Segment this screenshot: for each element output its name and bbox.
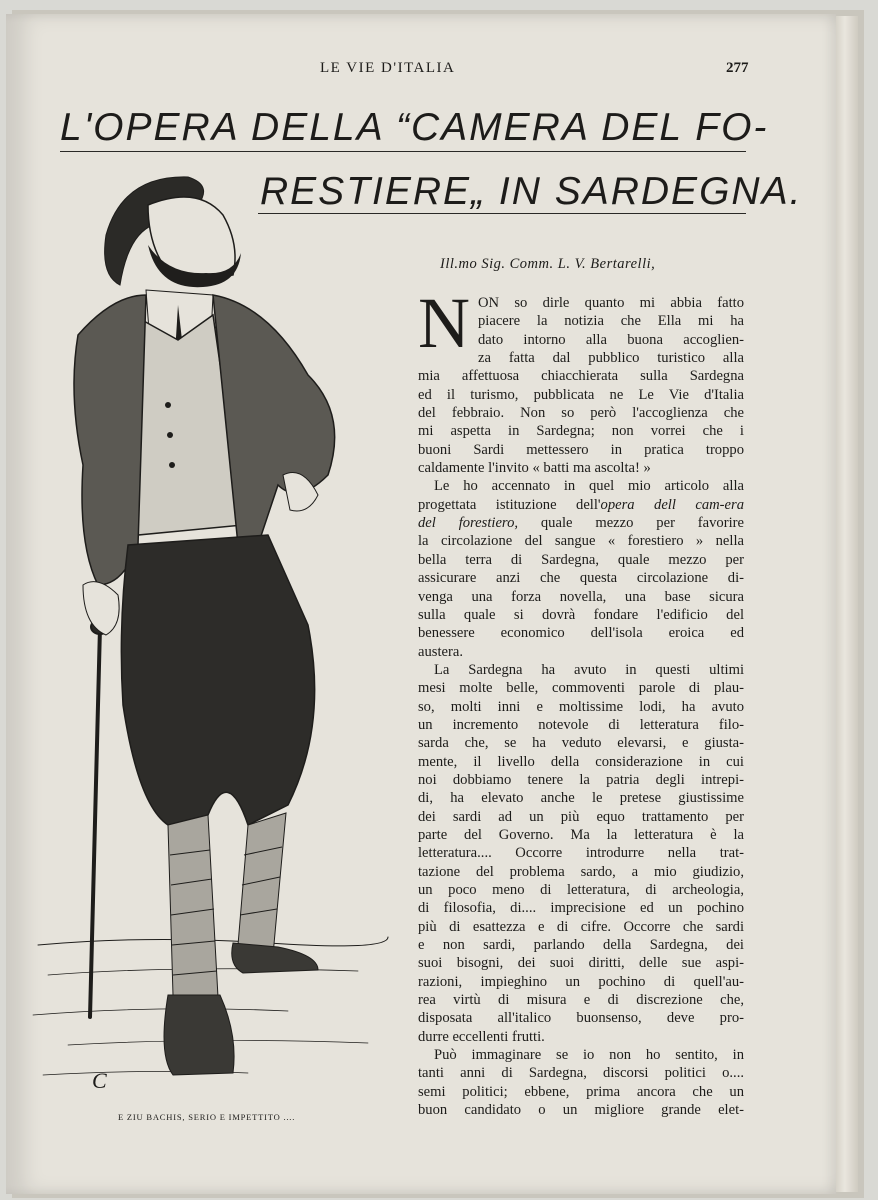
text-line: bella terra di Sardegna, quale mezzo per bbox=[418, 551, 744, 568]
text-line bbox=[418, 496, 744, 514]
text-line: un poco meno di letteratura, di archeologia, bbox=[418, 882, 744, 898]
text-line: za fatta dal pubblico turistico alla bbox=[478, 350, 744, 367]
article-title-line-2: RESTIERE„ IN SARDEGNA. bbox=[260, 170, 803, 213]
text-line: più di esattezza e di cifre. Occorre che sardi bbox=[418, 918, 744, 935]
text-line: di filosofia, di.... imprecisione ed un pochino bbox=[418, 900, 744, 917]
text-line: piacere la notizia che Ella mi ha bbox=[478, 313, 744, 330]
article-title-line-1: L'OPERA DELLA “CAMERA DEL FO- bbox=[60, 106, 769, 149]
text-line: sulla quale si dovrà fondare l'edificio del bbox=[418, 606, 744, 623]
text-line: mesi molte belle, commoventi parole di plau- bbox=[418, 680, 744, 697]
text-line: dei sardi ad un più equo trattamento per bbox=[418, 808, 744, 825]
text-fragment: quale mezzo per favorire bbox=[518, 515, 744, 532]
text-line: buon candidato o un migliore grande elet- bbox=[418, 1102, 744, 1119]
text-line: venga una forza novella, una base sicura bbox=[418, 588, 744, 605]
page-number: 277 bbox=[726, 60, 749, 76]
text-line: La Sardegna ha avuto in questi ultimi bbox=[434, 661, 744, 678]
text-line: la circolazione del sangue « forestiero » nella bbox=[418, 533, 744, 550]
text-line: parte del Governo. Ma la letteratura è la bbox=[418, 826, 744, 843]
text-line bbox=[418, 514, 744, 532]
text-line: del febbraio. Non so però l'accoglienza che bbox=[418, 405, 744, 422]
page-edges bbox=[836, 16, 858, 1192]
text-line: disposata all'italico buonsenso, deve pro- bbox=[418, 1010, 744, 1027]
text-line: buoni Sardi mettessero in pratica troppo bbox=[418, 441, 744, 458]
title-rule-1 bbox=[60, 151, 746, 152]
artist-monogram: C bbox=[92, 1068, 107, 1093]
text-line: mia affettuosa chiacchierata sulla Sardegna bbox=[418, 368, 744, 385]
text-line: ed il turismo, pubblicata ne Le Vie d'Italia bbox=[418, 386, 744, 403]
text-line: noi dobbiamo tenere la patria degli intrepi- bbox=[418, 771, 744, 788]
letter-salutation: Ill.mo Sig. Comm. L. V. Bertarelli, bbox=[440, 256, 656, 272]
text-line: tazione del problema sardo, a mio giudizio, bbox=[418, 863, 744, 880]
text-line: suoi bisogni, dei suoi diritti, delle sue aspi- bbox=[418, 955, 744, 972]
italic-fragment: era bbox=[724, 496, 744, 513]
illustration-ziu-bachis bbox=[28, 165, 400, 1125]
text-line: Può immaginare se io non ho sentito, in bbox=[434, 1047, 744, 1064]
text-line: letteratura.... Occorre introdurre nella trat- bbox=[418, 845, 744, 862]
text-line: durre eccellenti frutti. bbox=[418, 1028, 545, 1045]
text-line: caldamente l'invito « batti ma ascolta! » bbox=[418, 460, 651, 477]
text-line: assicurare anzi che questa circolazione di- bbox=[418, 570, 744, 587]
text-line: di, ha elevato anche le pretese giustissime bbox=[418, 790, 744, 807]
text-line: mi aspetta in Sardegna; non vorrei che i bbox=[418, 423, 744, 440]
text-line: ON so dirle quanto mi abbia fatto bbox=[478, 295, 744, 311]
text-line: rea virtù di misura e di discrezione che, bbox=[418, 992, 744, 1009]
running-head: LE VIE D'ITALIA bbox=[320, 60, 456, 76]
text-line: so, molti inni e moltissime lodi, ha avuto bbox=[418, 698, 744, 715]
text-line: Le ho accennato in quel mio articolo alla bbox=[434, 478, 744, 495]
text-fragment: progettata istituzione dell' bbox=[418, 496, 601, 513]
text-line: benessere economico dell'isola eroica ed bbox=[418, 625, 744, 642]
text-line: e non sardi, parlando della Sardegna, dei bbox=[418, 937, 744, 954]
illustration-caption: E ZIU BACHIS, SERIO E IMPETTITO .... bbox=[118, 1112, 296, 1122]
text-line: semi politici; ebbene, prima ancora che un bbox=[418, 1083, 744, 1100]
drop-cap-letter: N bbox=[418, 283, 470, 363]
text-line: tanti anni di Sardegna, discorsi politici o.... bbox=[418, 1065, 744, 1082]
text-line: un incremento notevole di letteratura filo- bbox=[418, 716, 744, 733]
article-body bbox=[418, 283, 744, 1119]
text-line: dato intorno alla buona accoglien- bbox=[478, 331, 744, 348]
italic-fragment: opera dell cam- bbox=[600, 496, 725, 513]
text-line: sarda che, se ha veduto elevarsi, e giusta- bbox=[418, 735, 744, 752]
italic-fragment: del forestiero, bbox=[418, 515, 519, 532]
text-line: razioni, impieghino un pochino di quell'au- bbox=[418, 973, 744, 990]
text-line: mente, il livello della considerazione in cui bbox=[418, 753, 744, 770]
text-line: austera. bbox=[418, 643, 463, 660]
